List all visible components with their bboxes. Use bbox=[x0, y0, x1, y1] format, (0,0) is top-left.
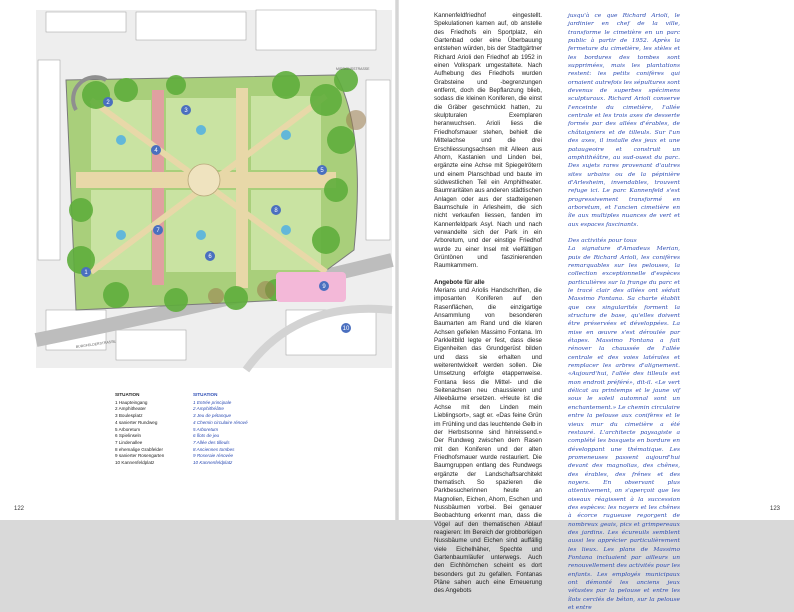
legend-french bbox=[193, 392, 283, 467]
street-label: BURGFELDERSTRASSE bbox=[75, 339, 117, 349]
plan-label: 8 bbox=[274, 208, 278, 214]
right-page bbox=[399, 0, 794, 612]
marker-8 bbox=[271, 205, 281, 215]
marker-2 bbox=[103, 97, 113, 107]
section-heading: Angebote für alle bbox=[434, 278, 485, 286]
legend-item: 1 Haupteingang bbox=[115, 399, 148, 405]
legend-title: SITUATION bbox=[115, 392, 140, 397]
legend-item: 10 Kannenfeldplatz bbox=[115, 460, 155, 466]
legend-item: 4 sanierter Rundweg bbox=[115, 419, 158, 425]
german-text-column bbox=[434, 12, 542, 596]
legend-item: 2 Amphithéâtre bbox=[193, 406, 224, 412]
legend-item: 7 Allée des tilleuls bbox=[193, 439, 230, 445]
site-plan bbox=[36, 10, 392, 368]
legend-german bbox=[115, 392, 205, 467]
legend-item: 8 ehemalige Grabfelder bbox=[115, 446, 164, 452]
legend-item: 9 Roseraie rénovée bbox=[193, 453, 234, 459]
page-number: 123 bbox=[769, 506, 780, 512]
central-plaza bbox=[188, 164, 220, 196]
legend-title: SITUATION bbox=[193, 392, 218, 397]
marker-7 bbox=[153, 225, 163, 235]
plan-label: 4 bbox=[154, 148, 158, 154]
section-heading: Des activités pour tous bbox=[568, 237, 637, 244]
legend-item: 2 Amphitheater bbox=[115, 406, 146, 412]
paragraph: jusqu'à ce que Richard Arioli, le jardinier en chef de la ville, transforme le cimetière en un parc public à partir de 1952. Après la fermeture du cimetière, les stèles et les bordures des tombes sont supprimées, mais les plantations restent: les petits conifères qui ornaient autrefois les sépultures sont devenus de superbes spécimens sculpturaux. Richard Arioli conserve l'enceinte du cimetière, l'allée centrale et les trois axes de desserte formés par des allées d'érables, de châtaigniers et de tilleuls. Sur l'un des axes, il installe des jeux et une pataugeoire et construit un amphithéâtre, au sud-ouest du parc. Des sujets rares provenant d'autres sites urbains ou de la pépinière d'Arlesheim, invendables, trouvent refuge ici. Le parc Kannenfeld s'est progressivement transformé en arboretum, et l'ancien cimetière en île aux multiples nuances de vert et aux espaces fascinants. bbox=[568, 13, 680, 228]
legend-item: 6 Îlots de jeu bbox=[193, 433, 220, 439]
legend-item: 6 Spielinseln bbox=[115, 433, 142, 439]
plan-label: 2 bbox=[106, 100, 110, 106]
plan-label: 1 bbox=[84, 270, 88, 276]
marker-6 bbox=[205, 251, 215, 261]
plan-label: 9 bbox=[322, 284, 326, 290]
plan-label: 3 bbox=[184, 108, 188, 114]
french-text-column bbox=[568, 12, 680, 612]
paragraph: Merians und Ariolis Handschriften, die imposanten Koniferen auf den Rasenflächen, die einzigartige Ansammlung von besonderen Baumarten am Rand und die klaren Achsen gefielen Massimo Fontana. Im Parkleitbild legte er fest, dass diese Eigenheiten das Grundgerüst bilden und dass sie erhalten und weiterentwickelt werden sollen. Die Umsetzung erfolgte etappenweise. Fontana liess die Mittel- und die Seitenachsen neu chaussieren und Alleebäume ersetzen. «Heute ist die Achse mit den Linden mein Lieblingsort», sagt er. «Das feine Grün im Frühling und das leuchtende Gelb in der Herbstsonne sind hinreissend.» Der Rundweg zwischen dem Rasen mit den Koniferen und der alten Friedhofsmauer wurde restauriert. Die Baumgruppen entlang des Rundwegs ergänzte der Landschaftsarchitekt thematisch. So spazieren die Parkbesucherinnen heute an Magnolien, Eichen, Ahorn, Eschen und Nussbäumen vorbei. Bei genauer Beobachtung erkennt man, dass die Vögel auf den thematischen Ablauf reagieren: Im Bereich der grobborkigen Nussbäume und Eichen sind auffällig viele Eichelhäher, Spechte und Gartenbaumläufer unterwegs. Auch den Eichhörnchen scheint es dort besonders gut zu gefallen. Fontanas Pläne sahen auch eine Erneuerung des Angebots bbox=[434, 287, 542, 595]
legend-item: 7 Lindenallee bbox=[115, 439, 143, 445]
marker-10 bbox=[341, 323, 351, 333]
street-label: MISSIONSSTRASSE bbox=[336, 67, 370, 71]
marker-9 bbox=[319, 281, 329, 291]
legend-item: 4 Chemin circulaire rénové bbox=[193, 419, 248, 425]
marker-3 bbox=[181, 105, 191, 115]
paragraph: Kannenfeldfriedhof eingestellt. Spekulationen kamen auf, ob anstelle des Friedhofs ein Sportplatz, ein Gartenbad oder eine Überbauung entstehen würden, bis der Stadtgärtner Richard Arioli den Friedhof ab 1952 in einen Volkspark umgestaltete. Nach Aufhebung des Friedhofs wurden Grabsteine und -begrenzungen entfernt, doch die Bepflanzung blieb, sodass die kleinen Koniferen, die einst die Gräber geschmückt hatten, zu skulpturalen Exemplaren heranwuchsen. Arioli liess die Friedhofsmauer stehen, behielt die Mittelachse und die drei Erschliessungsachsen mit Alleen aus Ahorn, Kastanien und Linden bei, ergänzte eine Achse mit Spiegelrötern und einem Planschbad und baute im südwestlichen Teil ein Amphitheater. Baumraritäten aus anderen städtischen Anlagen oder aus der stadteigenen Baumschule in Arlesheim, die sich nicht verkaufen liessen, fanden im Kannenfeldpark Asyl. Nach und nach verwandelte sich der Park in ein Arboretum, und der einstige Friedhof wurde zu einer Insel mit vielfältigen Grüntönen und faszinierenden Raumkammern. bbox=[434, 12, 543, 270]
marker-1 bbox=[81, 267, 91, 277]
legend-item: 10 Kannenfeldplatz bbox=[193, 460, 233, 466]
rose-garden bbox=[276, 272, 346, 302]
legend-item: 8 Anciennes tombes bbox=[193, 446, 235, 452]
plan-label: 10 bbox=[342, 326, 350, 332]
legend-item: 1 Entrée principale bbox=[193, 399, 232, 405]
plan-label: 7 bbox=[156, 228, 160, 234]
legend-item: 3 Jeu de pétanque bbox=[193, 413, 232, 419]
paragraph: La signature d'Amadeus Merian, puis de Richard Arioli, les conifères remarquables sur les pelouses, la collection exceptionnelle d'espèces particulières sur la frange du parc et le tracé clair des allées ont séduit Massimo Fontana. Sa charte établit que ces singularités forment la structure de base, qu'elles doivent être préservées et développées. La mise en œuvre s'est déroulée par étapes. Massimo Fontana a fait rénover la chaussée de l'allée centrale et des voies latérales et remplacer les arbres d'alignement. «Aujourd'hui, l'allée des tilleuls est mon endroit préféré», dit-il. «Le vert délicat au printemps et le jaune vif sous le soleil automnal sont un enchantement.» Le chemin circulaire entre la pelouse aux conifères et le vieux mur du cimetière a été restauré. L'architecte paysagiste a complété les bosquets en bordure en développant une thématique. Les promeneuses passent aujourd'hui devant des magnolias, des chênes, des érables, des frênes et des noyers. En observant plus attentivement, on s'aperçoit que les oiseaux réagissent à la succession des espèces: les noyers et les chênes à écorce rugueuse regorgent de nombreux geais, pics et grimpereaux des jardins. Les écureuils semblent aussi les apprécier particulièrement les lieux. Les plans de Massimo Fontana incluaient par ailleurs un renouvellement des activités pour les enfants. Les employés municipaux ont démonté les anciens jeux vétustes par la pelouse et entre les îlots cerclés de béton, sur la pelouse et entre bbox=[568, 246, 680, 612]
marker-4 bbox=[151, 145, 161, 155]
plan-label: 6 bbox=[208, 254, 212, 260]
page-number: 122 bbox=[14, 506, 25, 512]
plan-label: 5 bbox=[320, 168, 324, 174]
marker-5 bbox=[317, 165, 327, 175]
left-page bbox=[0, 0, 395, 520]
legend-item: 9 sanierter Rosengarten bbox=[115, 453, 165, 459]
legend-item: 3 Boulesplatz bbox=[115, 413, 143, 419]
legend-item: 5 Arboretum bbox=[193, 426, 219, 432]
legend-item: 5 Arboretum bbox=[115, 426, 141, 432]
